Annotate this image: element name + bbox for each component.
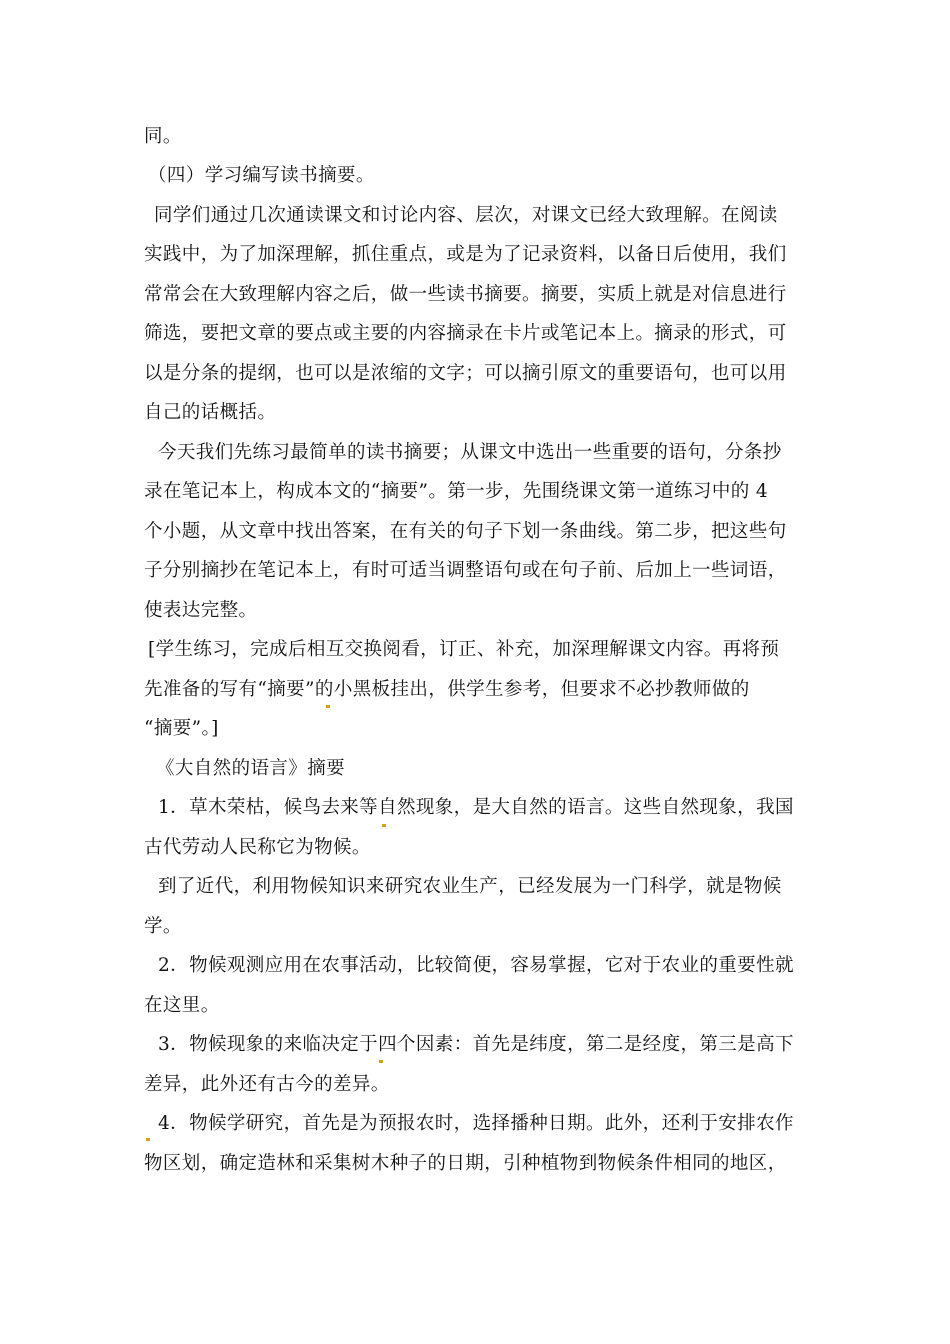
edit-mark — [382, 824, 386, 827]
text-line: 筛选，要把文章的要点或主要的内容摘录在卡片或笔记本上。摘录的形式，可 — [144, 323, 787, 344]
text-line: 同。 — [144, 126, 182, 147]
section-heading: （四）学习编写读书摘要。 — [148, 165, 375, 186]
list-item: 3．物候现象的来临决定于四个因素：首先是纬度，第二是经度，第三是高下 — [158, 1034, 794, 1055]
edit-mark — [379, 1060, 383, 1063]
text-line: “摘要”。] — [144, 718, 219, 739]
text-line: 以是分条的提纲，也可以是浓缩的文字；可以摘引原文的重要语句，也可以用 — [144, 363, 787, 384]
text-line: 子分别摘抄在笔记本上，有时可适当调整语句或在句子前、后加上一些词语， — [144, 560, 787, 581]
edit-mark — [146, 1138, 150, 1141]
text-line: 差异，此外还有古今的差异。 — [144, 1074, 390, 1095]
list-item: 2．物候观测应用在农事活动，比较简便，容易掌握，它对于农业的重要性就 — [158, 955, 794, 976]
text-line: 使表达完整。 — [144, 600, 258, 621]
summary-title: 《大自然的语言》摘要 — [156, 758, 346, 779]
text-line: 自己的话概括。 — [144, 402, 277, 423]
text-line: 常常会在大致理解内容之后，做一些读书摘要。摘要，实质上就是对信息进行 — [144, 284, 787, 305]
text-line: 物区划，确定造林和采集树木种子的日期，引种植物到物候条件相同的地区， — [144, 1153, 787, 1174]
edit-mark — [326, 705, 330, 708]
text-line: 个小题，从文章中找出答案，在有关的句子下划一条曲线。第二步，把这些句 — [144, 521, 787, 542]
list-item: 4．物候学研究，首先是为预报农时，选择播种日期。此外，还利于安排农作 — [158, 1113, 794, 1134]
text-line: 古代劳动人民称它为物候。 — [144, 837, 371, 858]
text-line: [学生练习，完成后相互交换阅看，订正、补充，加深理解课文内容。再将预 — [148, 639, 780, 660]
text-line: 学。 — [144, 916, 182, 937]
text-line: 到了近代，利用物候知识来研究农业生产，已经发展为一门科学，就是物候 — [158, 876, 782, 897]
list-item: 1．草木荣枯，候鸟去来等自然现象，是大自然的语言。这些自然现象，我国 — [158, 797, 794, 818]
text-line: 实践中，为了加深理解，抓住重点，或是为了记录资料，以备日后使用，我们 — [144, 244, 787, 265]
text-line: 在这里。 — [144, 995, 220, 1016]
text-line: 同学们通过几次通读课文和讨论内容、层次，对课文已经大致理解。在阅读 — [154, 205, 778, 226]
text-line: 先准备的写有“摘要”的小黑板挂出，供学生参考，但要求不必抄教师做的 — [144, 679, 750, 700]
text-line: 今天我们先练习最简单的读书摘要；从课文中选出一些重要的语句，分条抄 — [158, 442, 782, 463]
text-line: 录在笔记本上，构成本文的“摘要”。第一步，先围绕课文第一道练习中的 4 — [144, 481, 769, 502]
